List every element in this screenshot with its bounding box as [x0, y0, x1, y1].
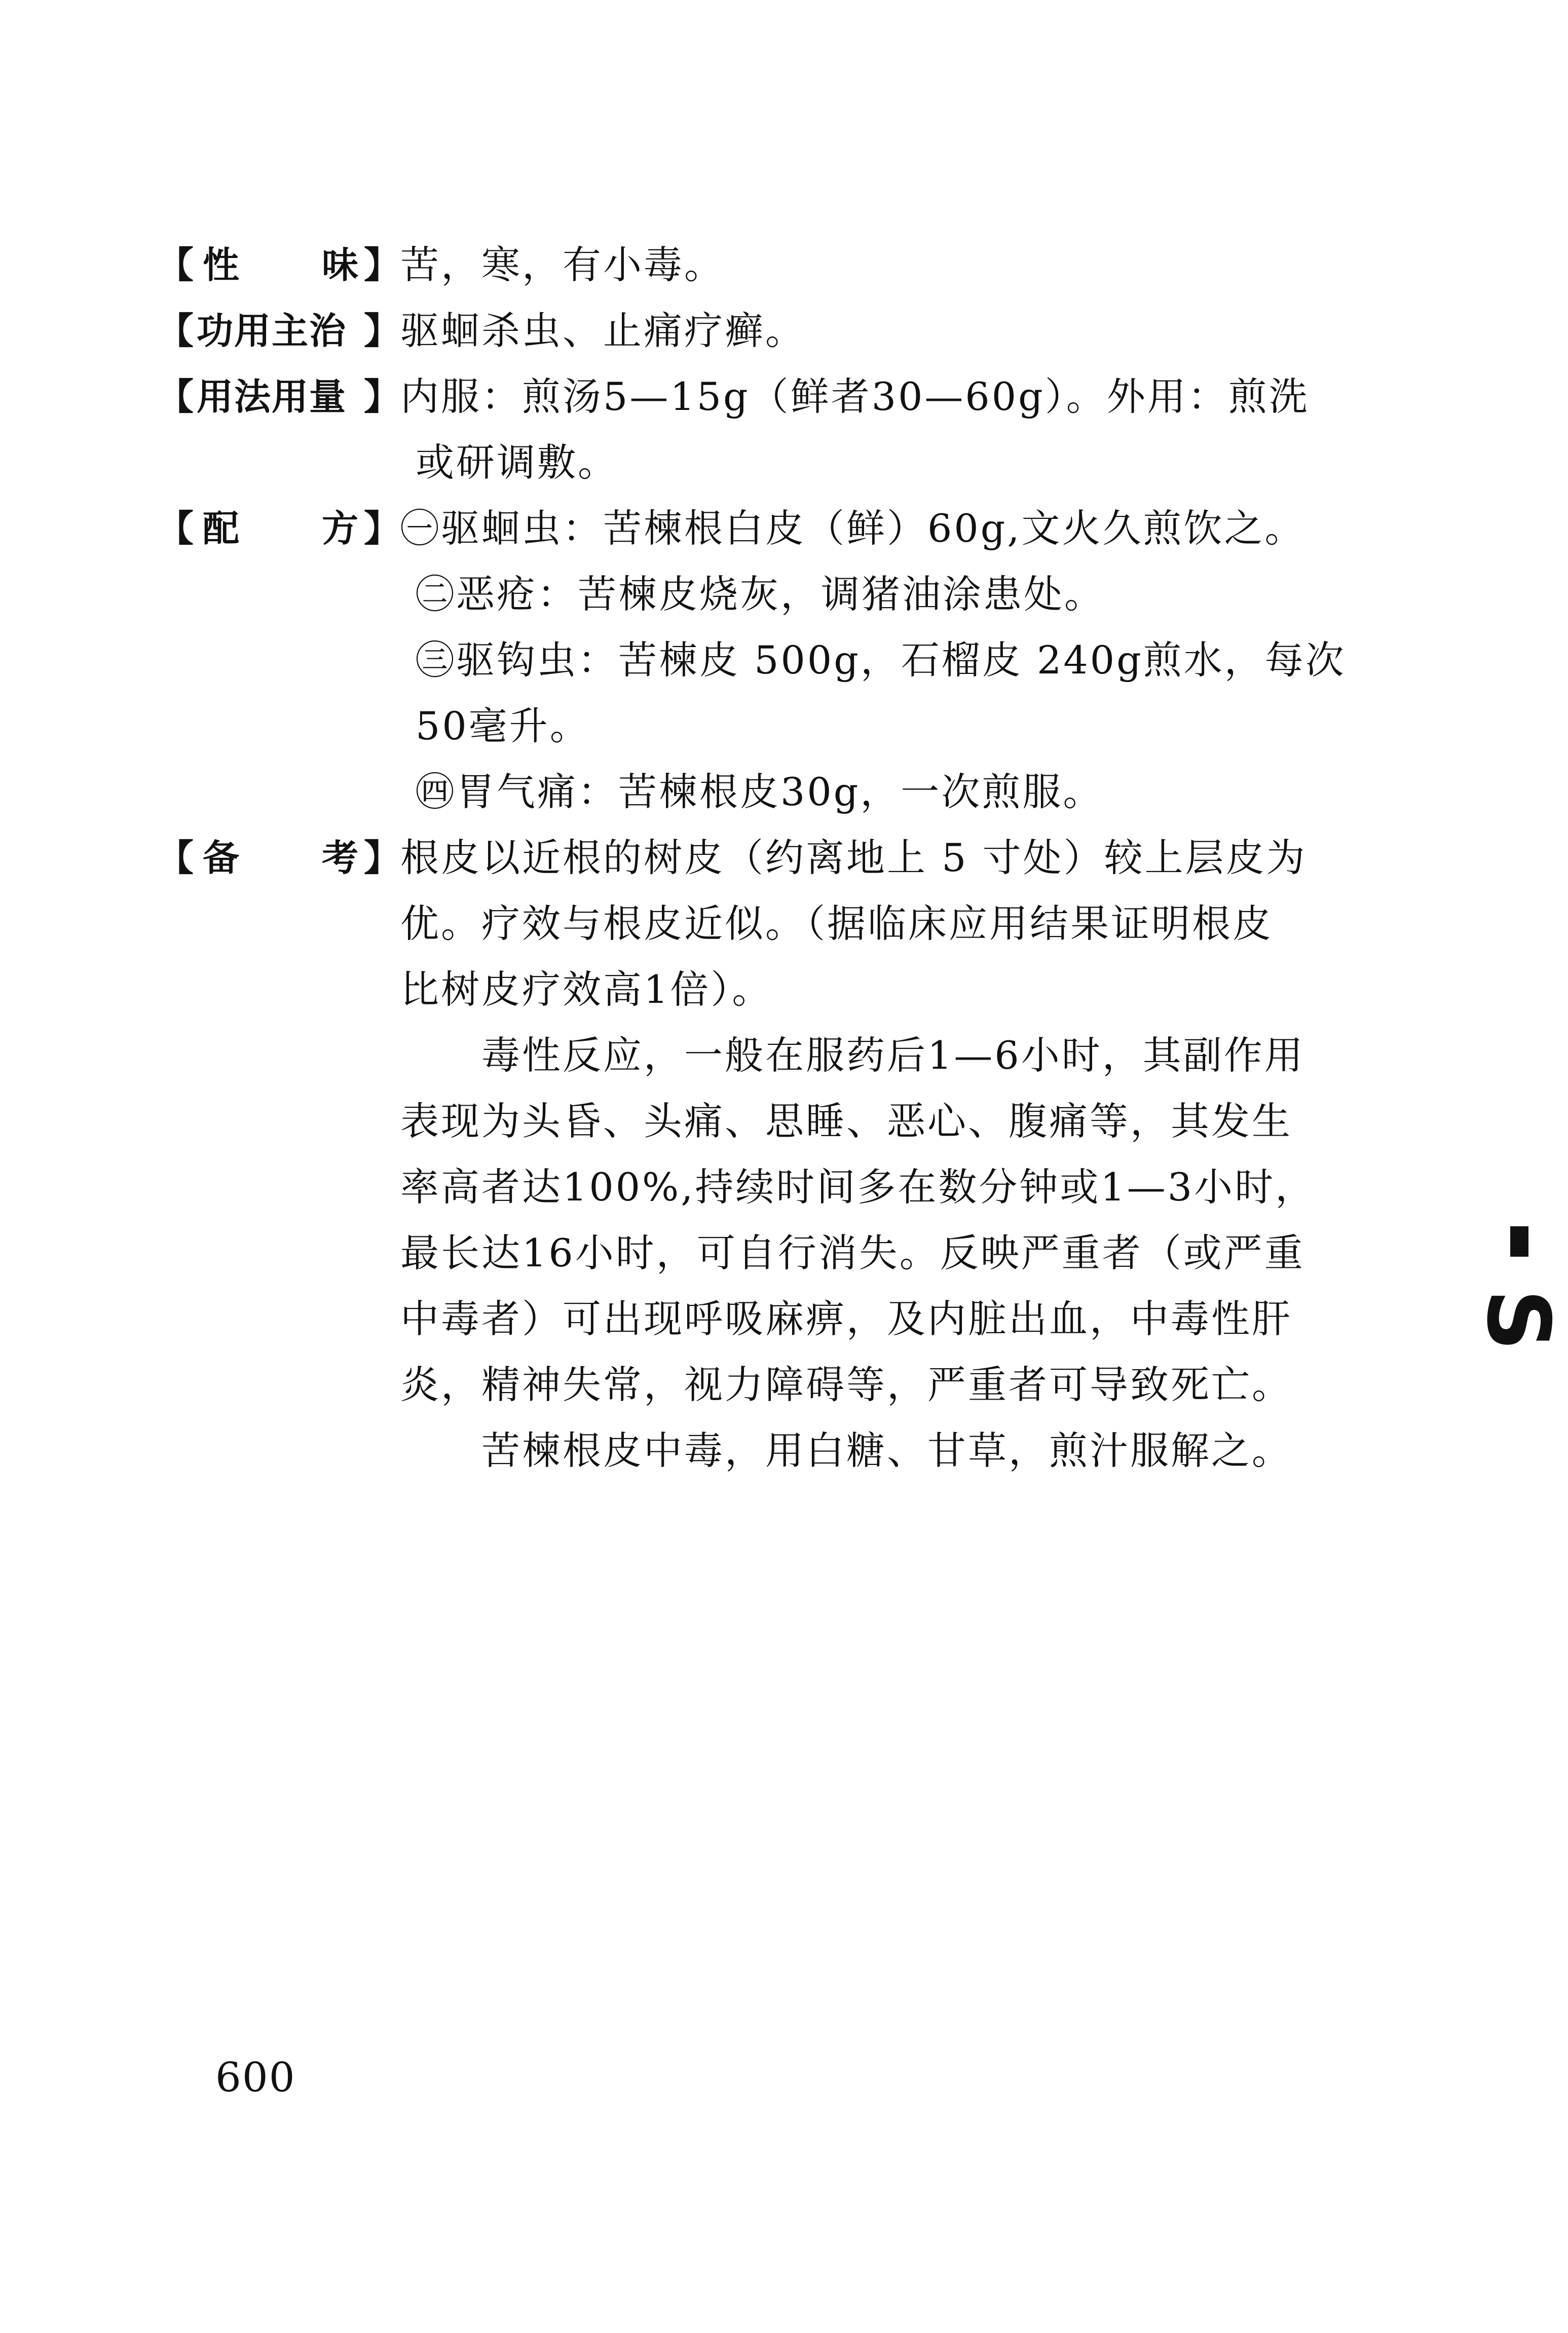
body-line: 优。疗效与根皮近似。（据临床应用结果证明根皮 [400, 901, 1273, 946]
heading-char-1: 性 [203, 244, 240, 286]
entry-body [400, 298, 1384, 364]
entry-heading [157, 298, 400, 364]
entry-heading [157, 496, 400, 561]
body-line: 最长达16小时，可自行消失。反映严重者（或严重 [400, 1230, 1305, 1275]
side-tab-bar [1510, 1226, 1528, 1257]
body-line: 率高者达100%,持续时间多在数分钟或1—3小时， [400, 1164, 1316, 1210]
body-line: 苦，寒，有小毒。 [400, 242, 725, 287]
body-line: 内服：煎汤5—15g（鲜者30—60g）。外用：煎洗 [400, 374, 1310, 419]
body-line: 驱蛔杀虫、止痛疗癣。 [400, 308, 806, 353]
heading-bracket-open: 【 [157, 244, 194, 286]
entry-prescriptions [157, 496, 1384, 825]
entry-remarks [157, 825, 1384, 1484]
heading-bracket-close: 】 [363, 244, 400, 286]
heading-text: 用法用量 [197, 375, 347, 418]
prescription-item: ㊀驱蛔虫：苦楝根白皮（鲜）60g,文火久煎饮之。 [400, 506, 1305, 551]
side-tab-marker [1468, 1226, 1568, 1378]
paragraph-first-line: 苦楝根皮中毒，用白糖、甘草，煎汁服解之。 [481, 1428, 1292, 1473]
heading-char-2: 方 [322, 507, 359, 550]
body-line: 或研调敷。 [416, 440, 618, 485]
entry-body [400, 232, 1384, 298]
entry-taste-nature [157, 232, 1384, 298]
heading-bracket-open: 【 [157, 375, 194, 418]
body-line: 中毒者）可出现呼吸麻痹，及内脏出血，中毒性肝 [400, 1296, 1292, 1341]
heading-bracket-open: 【 [157, 837, 194, 879]
entry-body [400, 496, 1384, 825]
prescription-item: ㊃胃气痛：苦楝根皮30g，一次煎服。 [416, 769, 1104, 814]
body-line: 炎，精神失常，视力障碍等，严重者可导致死亡。 [400, 1362, 1292, 1407]
entry-usage-dosage [157, 364, 1384, 496]
entry-heading [157, 825, 400, 891]
body-line: 根皮以近根的树皮（约离地上 5 寸处）较上层皮为 [400, 835, 1307, 880]
heading-char-1: 备 [203, 837, 240, 879]
entry-function-indication [157, 298, 1384, 364]
entry-body [400, 825, 1384, 1484]
heading-bracket-open: 【 [157, 310, 194, 352]
prescription-item: ㊁恶疮：苦楝皮烧灰，调猪油涂患处。 [416, 572, 1105, 617]
heading-bracket-open: 【 [157, 507, 194, 550]
paragraph-first-line: 毒性反应，一般在服药后1—6小时，其副作用 [481, 1033, 1305, 1078]
heading-bracket-close: 】 [363, 375, 400, 418]
heading-bracket-close: 】 [363, 837, 400, 879]
entry-body [400, 364, 1384, 496]
entry-heading [157, 232, 400, 298]
body-line: 表现为头昏、头痛、思睡、恶心、腹痛等，其发生 [400, 1099, 1292, 1144]
prescription-item: ㊂驱钩虫：苦楝皮 500g，石榴皮 240g煎水，每次 [416, 637, 1346, 683]
body-line: 比树皮疗效高1倍）。 [400, 967, 773, 1012]
page-number: 600 [215, 2054, 296, 2101]
heading-text: 功用主治 [197, 310, 347, 352]
prescription-item-continued: 50毫升。 [416, 703, 590, 748]
entry-heading [157, 364, 400, 430]
heading-char-2: 考 [322, 837, 359, 879]
side-tab-glyph: S [1468, 1289, 1568, 1351]
heading-bracket-close: 】 [363, 310, 400, 352]
heading-bracket-close: 】 [363, 507, 400, 550]
heading-char-1: 配 [203, 507, 240, 550]
heading-char-2: 味 [322, 244, 359, 286]
